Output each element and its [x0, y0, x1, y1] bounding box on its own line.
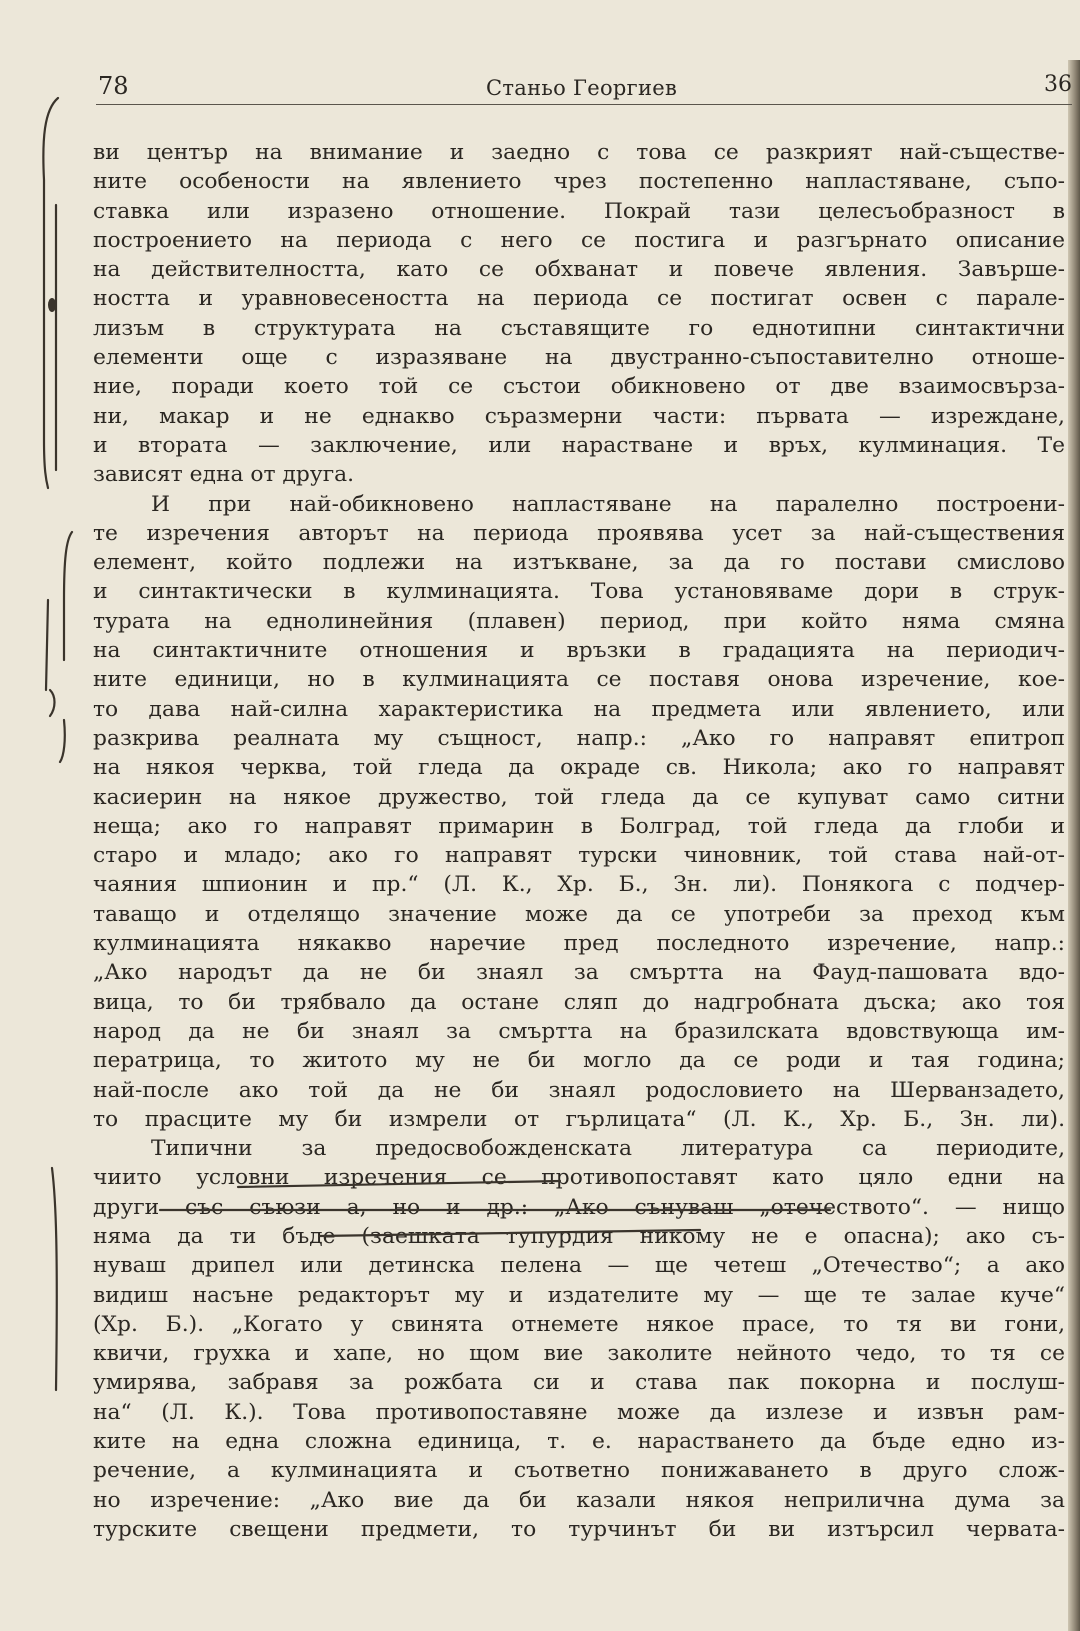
text-line: елемент, който подлежи на изтъкване, за да го постави смислово [93, 550, 1065, 576]
text-line: неща; ако го направят примарин в Болград, той гледа да глоби и [93, 813, 1065, 839]
text-line: турските свещени предмети, то турчинът би ви изтърсил червата- [93, 1516, 1065, 1542]
text-line: разкрива реалната му същност, напр.: „Ако го направят епитроп [93, 725, 1065, 751]
text-line: няма да ти бъде (заешката тупурдия никому не е опасна); ако съ- [93, 1223, 1065, 1249]
margin-bracket [50, 690, 55, 716]
text-line: речение, а кулминацията и съответно понижаването в друго слож- [93, 1458, 1065, 1484]
text-line: то дава най-силна характеристика на предмета или явлението, или [93, 696, 1065, 722]
text-line: кулминацията някакво наречие пред последното изречение, напр.: [93, 931, 1065, 957]
margin-bracket [60, 720, 65, 762]
text-line: на синтактичните отношения и връзки в градацията на периодич- [93, 638, 1065, 664]
text-line: ните особености на явлението чрез постепенно напластяване, съпо- [93, 169, 1065, 195]
text-line: ставка или изразено отношение. Покрай тази целесъобразност в [93, 198, 1065, 224]
text-line: те изречения авторът на периода проявява усет за най-съществения [93, 520, 1065, 546]
text-line: и синтактически в кулминацията. Това установяваме дори в струк- [93, 579, 1065, 605]
ink-blot [48, 298, 56, 312]
text-line: ператрица, то житото му не би могло да се роди и тая година; [93, 1048, 1065, 1074]
text-line: на“ (Л. К.). Това противопоставяне може да излезе и извън рам- [93, 1399, 1065, 1425]
text-line: таващо и отделящо значение може да се употреби за преход към [93, 901, 1065, 927]
header-rule [96, 104, 1072, 105]
text-line: Типични за предосвобожденската литература са периодите, [151, 1136, 1065, 1162]
text-line: елементи още с изразяване на двустранно-съпоставително отноше- [93, 345, 1065, 371]
text-line: но изречение: „Ако вие да би казали някоя неприлична дума за [93, 1487, 1065, 1513]
margin-bracket [64, 532, 72, 660]
text-line: чиито условни изречения се противопоставят като цяло едни на [93, 1165, 1065, 1191]
text-line: ните единици, но в кулминацията се поставя онова изречение, кое- [93, 667, 1065, 693]
text-line: видиш насъне редакторът му и издателите му — ще те залае куче“ [93, 1282, 1065, 1308]
text-line: касиерин на някое дружество, той гледа да се купуват само ситни [93, 784, 1065, 810]
text-line: нуваш дрипел или детинска пелена — ще четеш „Отечество“; а ако [93, 1253, 1065, 1279]
margin-bracket [52, 1168, 57, 1390]
text-line: на някоя черква, той гледа да окраде св. Никола; ако го направят [93, 755, 1065, 781]
text-line: ни, макар и не еднакво съразмерни части: първата — изреждане, [93, 403, 1065, 429]
text-line: построението на периода с него се постига и разгърнато описание [93, 227, 1065, 253]
text-line: лизъм в структурата на съставящите го еднотипни синтактични [93, 315, 1065, 341]
text-line: ността и уравновесеността на периода се постигат освен с парале- [93, 286, 1065, 312]
text-line: (Хр. Б.). „Когато у свинята отнемете някое прасе, то тя ви гони, [93, 1311, 1065, 1337]
text-line: чаяния шпионин и пр.“ (Л. К., Хр. Б., Зн. ли). Понякога с подчер- [93, 872, 1065, 898]
page-number: 78 [98, 72, 129, 100]
body-text [93, 138, 1065, 1544]
text-line: и втората — заключение, или нарастване и връх, кулминация. Те [93, 432, 1065, 458]
text-line: старо и младо; ако го направят турски чиновник, той става най-от- [93, 843, 1065, 869]
adjacent-page-number: 36 [1044, 72, 1072, 97]
running-head: Станьо Георгиев [486, 76, 678, 100]
adjacent-page-edge [1068, 60, 1080, 1631]
text-line: други със съюзи а, но и др.: „Ако сънуваш „отечеството“. — нищо [93, 1194, 1065, 1220]
margin-bracket [46, 600, 48, 690]
text-line: народ да не би знаял за смъртта на бразилската вдовствующа им- [93, 1018, 1065, 1044]
page-header [96, 68, 1072, 108]
text-line: вица, то би трябвало да остане сляп до надгробната дъска; ако тоя [93, 989, 1065, 1015]
text-line: „Ако народът да не би знаял за смъртта на Фауд-пашовата вдо- [93, 960, 1065, 986]
margin-bracket [43, 98, 58, 488]
text-line: на действителността, като се обхванат и повече явления. Завърше- [93, 257, 1065, 283]
text-line: турата на еднолинейния (плавен) период, при който няма смяна [93, 608, 1065, 634]
text-line: квичи, грухка и хапе, но щом вие заколите нейното чедо, то тя се [93, 1341, 1065, 1367]
text-line: то прасците му би измрели от гърлицата“ (Л. К., Хр. Б., Зн. ли). [93, 1106, 1065, 1132]
text-line: най-после ако той да не би знаял родословието на Шерванзадето, [93, 1077, 1065, 1103]
text-line: И при най-обикновено напластяване на паралелно построени- [151, 491, 1065, 517]
text-line: ките на една сложна единица, т. е. нарастването да бъде едно из- [93, 1429, 1065, 1455]
text-line: умирява, забравя за рожбата си и става пак покорна и послуш- [93, 1370, 1065, 1396]
text-line: зависят една от друга. [93, 462, 355, 488]
text-line: ви център на внимание и заедно с това се разкрият най-съществе- [93, 140, 1065, 165]
text-line: ние, поради което той се състои обикновено от две взаимосвърза- [93, 374, 1065, 400]
